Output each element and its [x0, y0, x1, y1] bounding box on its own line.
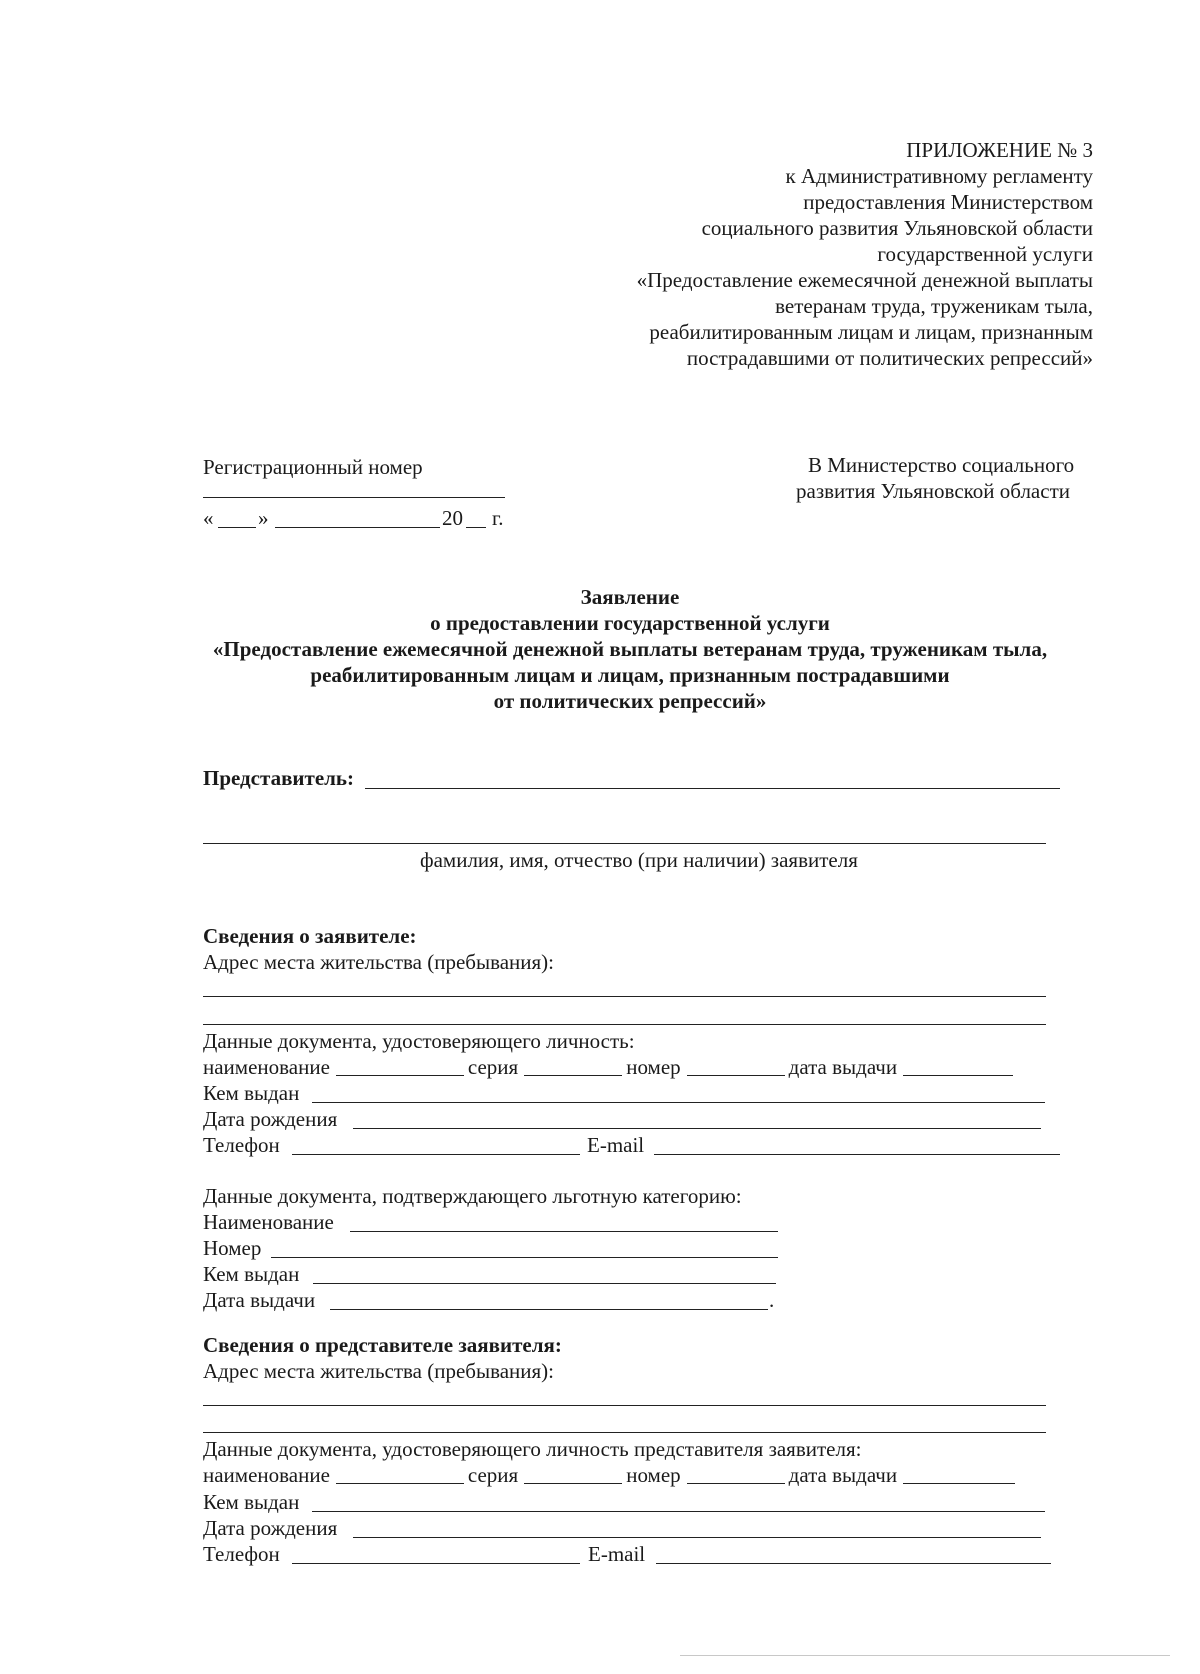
appendix-line-2: предоставления Министерством	[803, 190, 1093, 214]
applicant-address-field-2[interactable]	[203, 1024, 1046, 1025]
applicant-birth-date-label: Дата рождения	[203, 1107, 338, 1131]
applicant-address-field-1[interactable]	[203, 996, 1046, 997]
date-day-field[interactable]	[218, 527, 256, 528]
applicant-birth-date-field[interactable]	[353, 1128, 1041, 1129]
full-name-caption: фамилия, имя, отчество (при наличии) заявителя	[420, 848, 858, 872]
title-line-2: о предоставлении государственной услуги	[430, 611, 830, 635]
applicant-email-field[interactable]	[654, 1154, 1060, 1155]
appendix-line-3: социального развития Ульяновской области	[701, 216, 1093, 240]
id-doc-series-label: серия	[467, 1055, 519, 1079]
rep-id-doc-number-field[interactable]	[687, 1463, 785, 1484]
id-doc-number-field[interactable]	[687, 1055, 785, 1076]
applicant-representative-email-field[interactable]	[656, 1563, 1051, 1564]
benefit-doc-issue-date-label: Дата выдачи	[203, 1288, 316, 1312]
benefit-doc-name-label: Наименование	[203, 1210, 334, 1234]
appendix-title: ПРИЛОЖЕНИЕ № 3	[906, 138, 1093, 162]
applicant-representative-phone-label: Телефон	[203, 1542, 280, 1566]
applicant-representative-heading: Сведения о представителе заявителя:	[203, 1333, 562, 1357]
applicant-heading: Сведения о заявителе:	[203, 924, 417, 948]
scan-artifact-line	[680, 1655, 1170, 1656]
rep-id-doc-number-label: номер	[626, 1463, 681, 1487]
representative-field[interactable]	[365, 788, 1060, 789]
id-doc-issue-date-label: дата выдачи	[788, 1055, 898, 1079]
title-line-3: «Предоставление ежемесячной денежной выплаты ветеранам труда, труженикам тыла,	[212, 637, 1048, 661]
applicant-address-label: Адрес места жительства (пребывания):	[203, 950, 555, 974]
appendix-line-6: ветеранам труда, труженикам тыла,	[775, 294, 1093, 318]
applicant-email-label: E-mail	[587, 1133, 645, 1157]
benefit-doc-heading: Данные документа, подтверждающего льготную категорию:	[203, 1184, 742, 1208]
applicant-id-doc-row	[203, 1054, 1017, 1080]
applicant-full-name-field[interactable]	[203, 843, 1046, 844]
year-suffix: г.	[492, 506, 504, 530]
title-line-1: Заявление	[580, 585, 680, 609]
benefit-doc-issued-by-field[interactable]	[313, 1283, 776, 1284]
id-doc-issue-date-field[interactable]	[903, 1055, 1013, 1076]
rep-id-doc-name-label: наименование	[203, 1463, 330, 1487]
applicant-representative-issued-by-field[interactable]	[312, 1511, 1045, 1512]
rep-id-doc-series-field[interactable]	[524, 1463, 622, 1484]
applicant-representative-address-field-2[interactable]	[203, 1432, 1046, 1433]
applicant-representative-address-field-1[interactable]	[203, 1405, 1046, 1406]
applicant-representative-phone-field[interactable]	[292, 1563, 580, 1564]
representative-label: Представитель:	[203, 766, 355, 790]
applicant-representative-issued-by-label: Кем выдан	[203, 1490, 300, 1514]
id-doc-name-label: наименование	[203, 1055, 330, 1079]
registration-label: Регистрационный номер	[203, 455, 423, 479]
rep-id-doc-name-field[interactable]	[336, 1463, 464, 1484]
applicant-representative-email-label: E-mail	[588, 1542, 646, 1566]
date-year-field[interactable]	[466, 527, 486, 528]
registration-number-field[interactable]	[203, 497, 505, 498]
applicant-representative-address-label: Адрес места жительства (пребывания):	[203, 1359, 555, 1383]
applicant-representative-id-doc-heading: Данные документа, удостоверяющего личность представителя заявителя:	[203, 1437, 862, 1461]
applicant-representative-id-doc-row	[203, 1462, 1019, 1488]
benefit-doc-number-label: Номер	[203, 1236, 262, 1260]
appendix-line-1: к Административному регламенту	[785, 164, 1093, 188]
id-doc-name-field[interactable]	[336, 1055, 464, 1076]
benefit-doc-issued-by-label: Кем выдан	[203, 1262, 300, 1286]
appendix-line-8: пострадавшими от политических репрессий»	[686, 346, 1093, 370]
applicant-issued-by-field[interactable]	[312, 1102, 1045, 1103]
title-line-4: реабилитированным лицам и лицам, признанным пострадавшими	[310, 663, 950, 687]
rep-id-doc-issue-date-label: дата выдачи	[788, 1463, 898, 1487]
applicant-representative-birth-date-label: Дата рождения	[203, 1516, 338, 1540]
id-doc-series-field[interactable]	[524, 1055, 622, 1076]
year-prefix: 20	[442, 506, 463, 530]
applicant-phone-field[interactable]	[292, 1154, 580, 1155]
benefit-doc-name-field[interactable]	[350, 1231, 778, 1232]
applicant-phone-label: Телефон	[203, 1133, 280, 1157]
date-open-quote: «	[203, 506, 214, 530]
addressee-line-1: В Министерство социального	[808, 453, 1075, 477]
date-month-field[interactable]	[275, 527, 440, 528]
addressee-line-2: развития Ульяновской области	[796, 479, 1070, 503]
rep-id-doc-issue-date-field[interactable]	[903, 1463, 1015, 1484]
benefit-doc-issue-date-field[interactable]	[330, 1309, 768, 1310]
rep-id-doc-series-label: серия	[467, 1463, 519, 1487]
appendix-line-5: «Предоставление ежемесячной денежной выплаты	[636, 268, 1093, 292]
title-line-5: от политических репрессий»	[493, 689, 767, 713]
benefit-doc-number-field[interactable]	[271, 1257, 778, 1258]
applicant-issued-by-label: Кем выдан	[203, 1081, 300, 1105]
applicant-id-doc-heading: Данные документа, удостоверяющего личность:	[203, 1029, 635, 1053]
appendix-line-7: реабилитированным лицам и лицам, признанным	[649, 320, 1093, 344]
applicant-representative-birth-date-field[interactable]	[353, 1537, 1041, 1538]
id-doc-number-label: номер	[626, 1055, 681, 1079]
date-close-quote: »	[258, 506, 269, 530]
benefit-doc-end-mark: .	[769, 1288, 775, 1312]
appendix-line-4: государственной услуги	[877, 242, 1093, 266]
